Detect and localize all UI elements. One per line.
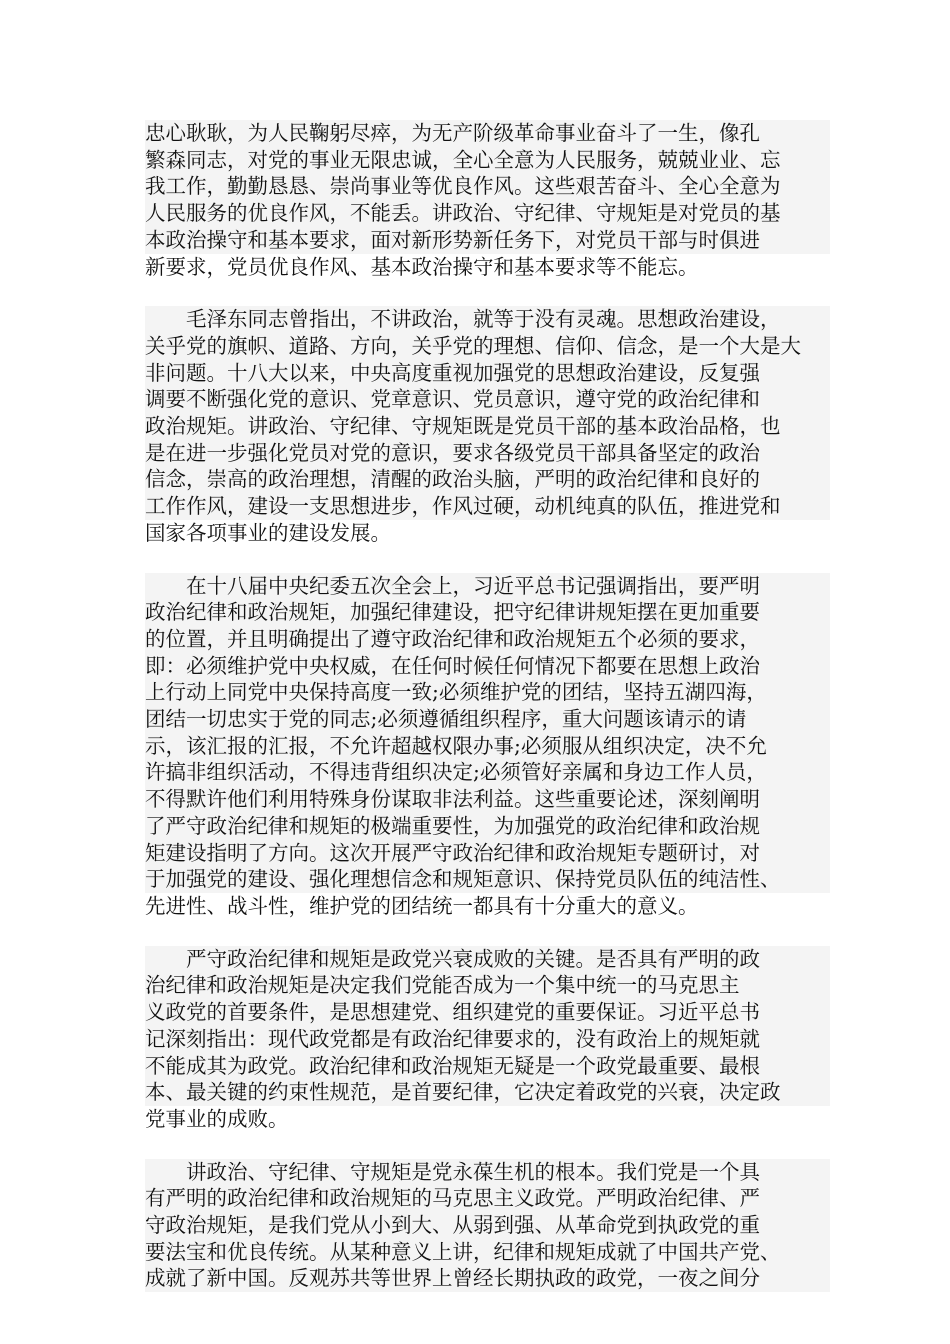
text-line: 治纪律和政治规矩是决定我们党能否成为一个集中统一的马克思主 bbox=[145, 972, 830, 999]
text-line: 党事业的成败。 bbox=[145, 1106, 289, 1131]
text-line: 不得默许他们利用特殊身份谋取非法利益。这些重要论述，深刻阐明 bbox=[145, 786, 830, 813]
text-line: 是在进一步强化党员对党的意识，要求各级党员干部具备坚定的政治 bbox=[145, 440, 830, 467]
text-line: 国家各项事业的建设发展。 bbox=[145, 520, 391, 545]
text-line: 团结一切忠实于党的同志;必须遵循组织程序，重大问题该请示的请 bbox=[145, 706, 830, 733]
paragraph-2 bbox=[145, 306, 830, 546]
text-line: 我工作，勤勤恳恳、崇尚事业等优良作风。这些艰苦奋斗、全心全意为 bbox=[145, 173, 830, 200]
text-line: 不能成其为政党。政治纪律和政治规矩无疑是一个政党最重要、最根 bbox=[145, 1053, 830, 1080]
text-line: 繁森同志，对党的事业无限忠诚，全心全意为人民服务，兢兢业业、忘 bbox=[145, 147, 830, 174]
text-line: 的位置，并且明确提出了遵守政治纪律和政治规矩五个必须的要求， bbox=[145, 626, 830, 653]
text-line: 非问题。十八大以来，中央高度重视加强党的思想政治建设，反复强 bbox=[145, 360, 830, 387]
text-line: 要法宝和优良传统。从某种意义上讲，纪律和规矩成就了中国共产党、 bbox=[145, 1239, 830, 1266]
paragraph-1 bbox=[145, 120, 830, 280]
text-line: 新要求，党员优良作风、基本政治操守和基本要求等不能忘。 bbox=[145, 254, 699, 279]
text-line: 守政治规矩，是我们党从小到大、从弱到强、从革命党到执政党的重 bbox=[145, 1212, 830, 1239]
paragraph-5 bbox=[145, 1159, 830, 1293]
text-line: 调要不断强化党的意识、党章意识、党员意识，遵守党的政治纪律和 bbox=[145, 386, 830, 413]
text-line: 本、最关键的约束性规范，是首要纪律，它决定着政党的兴衰，决定政 bbox=[145, 1079, 830, 1106]
text-line: 了严守政治纪律和规矩的极端重要性，为加强党的政治纪律和政治规 bbox=[145, 813, 830, 840]
text-line: 即：必须维护党中央权威，在任何时候任何情况下都要在思想上政治 bbox=[145, 653, 830, 680]
paragraph-4 bbox=[145, 946, 830, 1133]
document-body bbox=[145, 120, 830, 1318]
text-line: 人民服务的优良作风，不能丢。讲政治、守纪律、守规矩是对党员的基 bbox=[145, 200, 830, 227]
text-line: 成就了新中国。反观苏共等世界上曾经长期执政的政党，一夜之间分 bbox=[145, 1265, 830, 1292]
text-line: 先进性、战斗性，维护党的团结统一都具有十分重大的意义。 bbox=[145, 893, 699, 918]
text-line: 于加强党的建设、强化理想信念和规矩意识、保持党员队伍的纯洁性、 bbox=[145, 866, 830, 893]
text-line: 上行动上同党中央保持高度一致;必须维护党的团结，坚持五湖四海， bbox=[145, 679, 830, 706]
text-line: 记深刻指出：现代政党都是有政治纪律要求的，没有政治上的规矩就 bbox=[145, 1026, 830, 1053]
text-line: 毛泽东同志曾指出，不讲政治，就等于没有灵魂。思想政治建设， bbox=[145, 306, 830, 333]
text-line: 示，该汇报的汇报，不允许超越权限办事;必须服从组织决定，决不允 bbox=[145, 733, 830, 760]
text-line: 政治纪律和政治规矩，加强纪律建设，把守纪律讲规矩摆在更加重要 bbox=[145, 599, 830, 626]
text-line: 忠心耿耿，为人民鞠躬尽瘁，为无产阶级革命事业奋斗了一生，像孔 bbox=[145, 120, 830, 147]
text-line: 严守政治纪律和规矩是政党兴衰成败的关键。是否具有严明的政 bbox=[145, 946, 830, 973]
text-line: 信念，崇高的政治理想，清醒的政治头脑，严明的政治纪律和良好的 bbox=[145, 466, 830, 493]
text-line: 义政党的首要条件，是思想建党、组织建党的重要保证。习近平总书 bbox=[145, 999, 830, 1026]
text-line: 矩建设指明了方向。这次开展严守政治纪律和政治规矩专题研讨，对 bbox=[145, 840, 830, 867]
text-line: 工作作风，建设一支思想进步，作风过硬，动机纯真的队伍，推进党和 bbox=[145, 493, 830, 520]
text-line: 关乎党的旗帜、道路、方向，关乎党的理想、信仰、信念，是一个大是大 bbox=[145, 333, 830, 360]
text-line: 本政治操守和基本要求，面对新形势新任务下，对党员干部与时俱进 bbox=[145, 227, 830, 254]
text-line: 在十八届中央纪委五次全会上，习近平总书记强调指出，要严明 bbox=[145, 573, 830, 600]
paragraph-3 bbox=[145, 573, 830, 920]
text-line: 讲政治、守纪律、守规矩是党永葆生机的根本。我们党是一个具 bbox=[145, 1159, 830, 1186]
text-line: 有严明的政治纪律和政治规矩的马克思主义政党。严明政治纪律、严 bbox=[145, 1185, 830, 1212]
text-line: 许搞非组织活动，不得违背组织决定;必须管好亲属和身边工作人员， bbox=[145, 759, 830, 786]
text-line: 政治规矩。讲政治、守纪律、守规矩既是党员干部的基本政治品格，也 bbox=[145, 413, 830, 440]
